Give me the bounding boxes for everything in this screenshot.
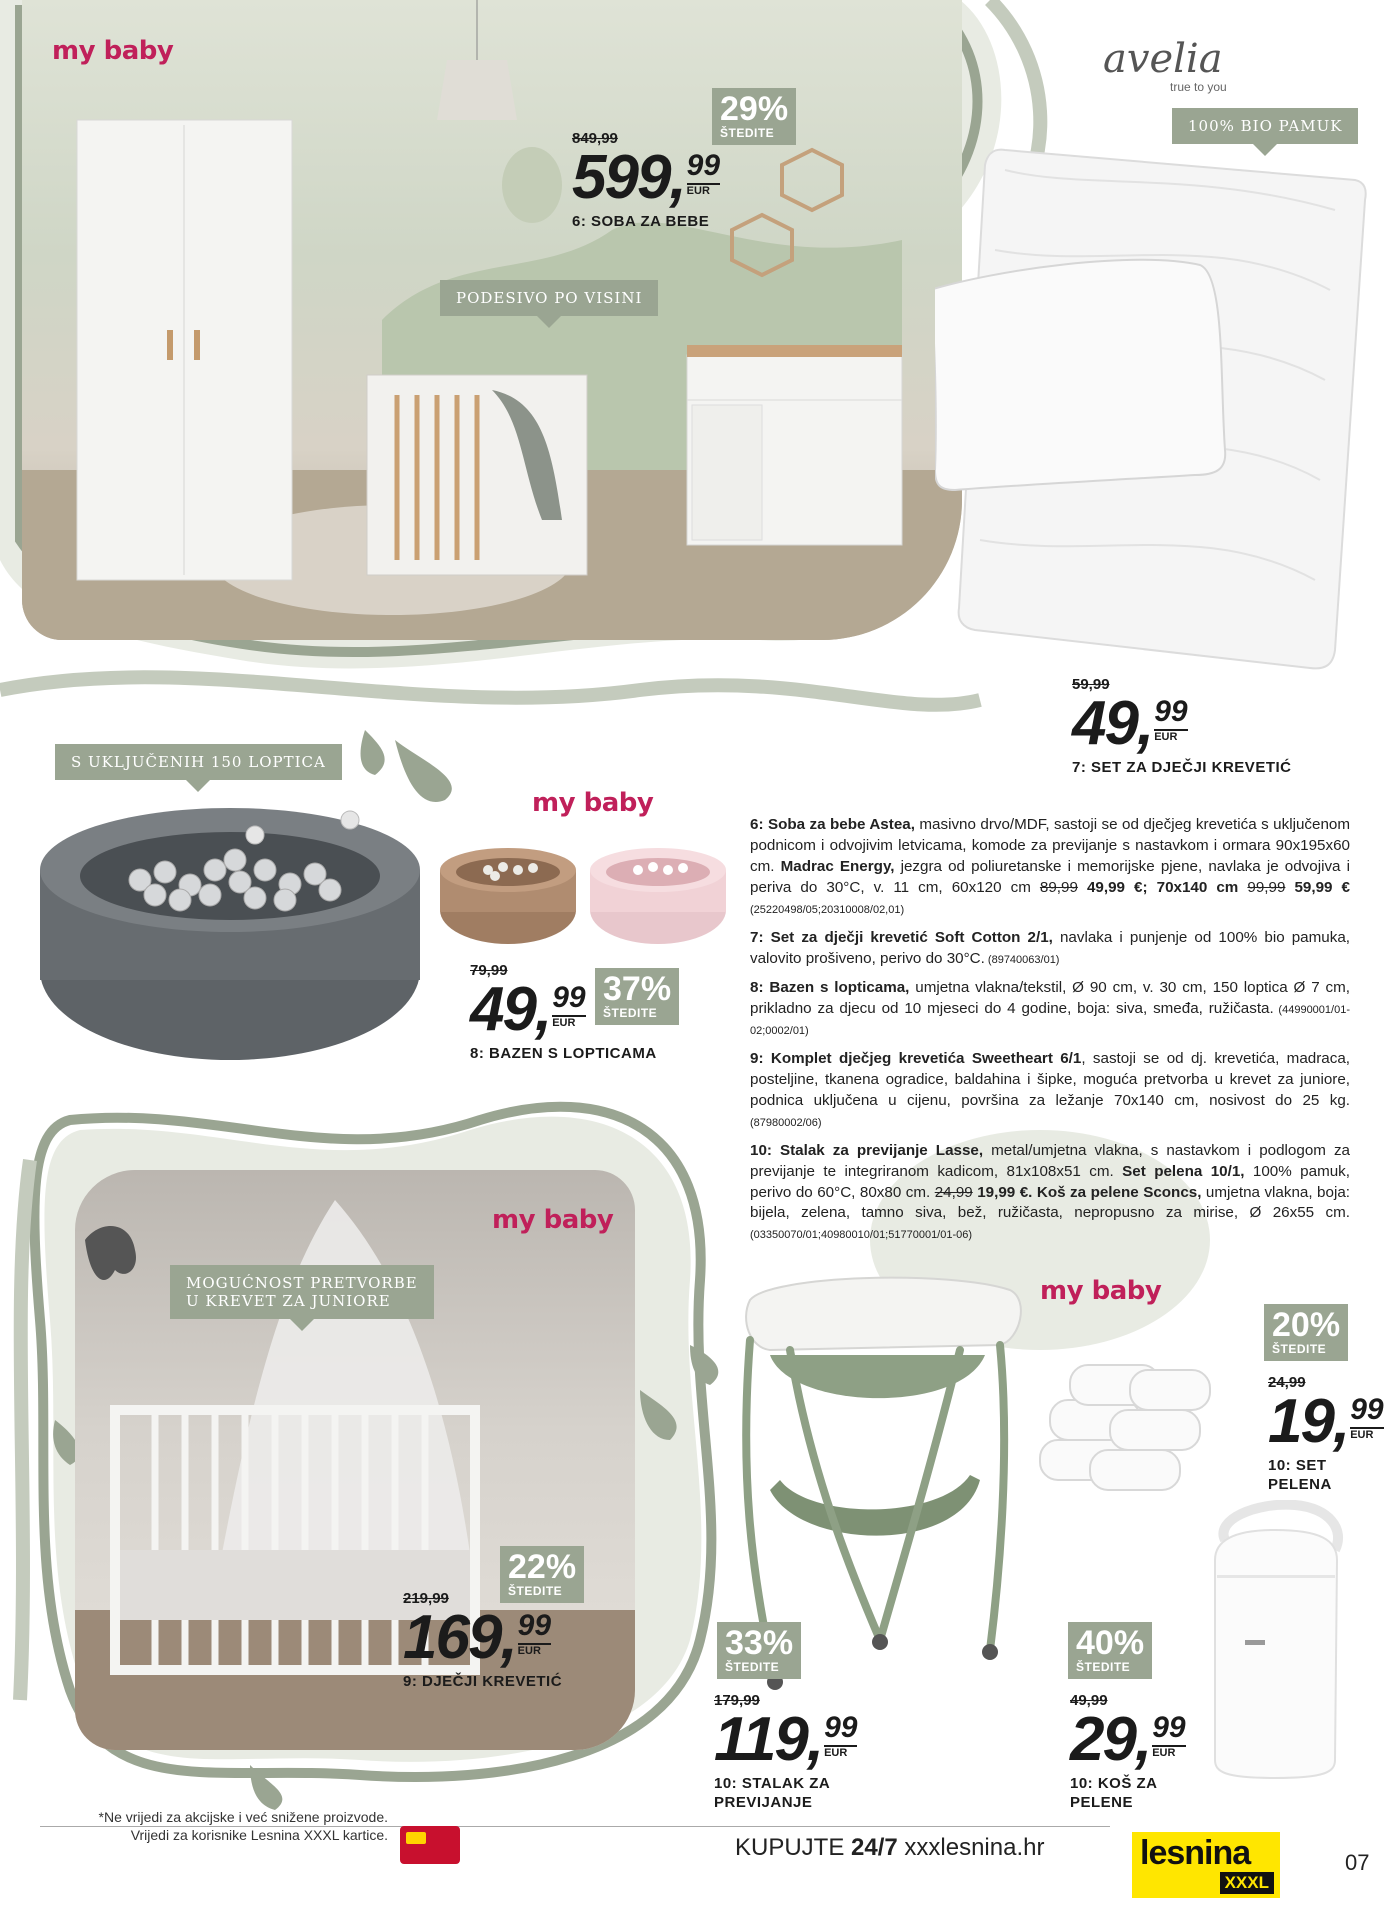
price-currency: EUR (1154, 729, 1187, 743)
product-caption: 9: DJEČJI KREVETIĆ (403, 1673, 563, 1690)
price-integer: 19, (1268, 1387, 1349, 1456)
price-cents: 99 (1350, 1393, 1384, 1426)
price-bin (1070, 1692, 1186, 1813)
discount-percent: 40% (1076, 1624, 1145, 1662)
new-price (470, 975, 657, 1044)
discount-label: ŠTEDITE (720, 126, 775, 140)
discount-percent: 29% (720, 90, 789, 128)
new-price (403, 1603, 562, 1672)
price-cents: 99 (824, 1711, 858, 1744)
discount-badge-nappies (1264, 1304, 1348, 1361)
callout-line-1: MOGUĆNOST PRETVORBE (186, 1274, 418, 1292)
description-8: 8: Bazen s lopticama, umjetna vlakna/tekstil, Ø 90 cm, v. 30 cm, 150 loptica Ø 7 cm, prikladno za djecu od 10 mjeseci do 4 godine, boja: siva, smeđa, ružičasta. (44990001/01-02;0002/01) (750, 978, 1350, 1037)
loyalty-card-icon (400, 1826, 460, 1864)
description-6: 6: Soba za bebe Astea, masivno drvo/MDF, sastoji se od dječjeg krevetića s uključenom podnicom i odvojivim letvicama, komode za previjanje s nastavkom i ormara 90x195x60 cm. Madrac Energy, jezgra od poliuretanske i memorijske pjene, navlaka je odvojiva i periva do 30°C, v. 11 cm, 60x120 cm 89,99 49,99 €; 70x140 cm 99,99 59,99 € (25220498/05;20310008/02,01) (750, 816, 1350, 916)
mybaby-logo: my baby (52, 36, 174, 66)
bedding-set-illustration (935, 130, 1375, 690)
description-7: 7: Set za dječji krevetić Soft Cotton 2/1, navlaka i punjenje od 100% bio pamuka, valovito prošiveno, perivo do 30°C. (89740063/01) (750, 928, 1350, 967)
avelia-tagline: true to you (1170, 80, 1227, 94)
new-price (1072, 689, 1291, 758)
discount-percent: 37% (603, 970, 672, 1008)
ball-pit-illustration (20, 800, 440, 1070)
price-changer (714, 1692, 857, 1813)
old-price: 59,99 (1072, 676, 1110, 693)
discount-label: ŠTEDITE (1076, 1660, 1131, 1674)
discount-label: ŠTEDITE (508, 1584, 563, 1598)
old-price: 79,99 (470, 962, 508, 979)
price-cents: 99 (552, 981, 586, 1014)
new-price (1268, 1387, 1384, 1456)
discount-label: ŠTEDITE (1272, 1342, 1327, 1356)
disclaimer-line-2: Vrijedi za korisnike Lesnina XXXL kartice. (130, 1827, 388, 1844)
price-integer: 29, (1070, 1705, 1151, 1774)
price-integer: 49, (470, 975, 551, 1044)
price-crib (403, 1590, 562, 1692)
price-nappies (1268, 1374, 1384, 1495)
callout-convertible (170, 1265, 434, 1319)
product-caption-line-2: PELENA (1268, 1475, 1332, 1493)
product-caption-line-2: PELENE (1070, 1793, 1134, 1811)
old-price: 179,99 (714, 1692, 760, 1709)
new-price (714, 1705, 858, 1774)
price-currency: EUR (518, 1643, 551, 1657)
price-room (572, 130, 720, 232)
price-integer: 119, (714, 1705, 823, 1774)
price-currency: EUR (824, 1745, 857, 1759)
lesnina-logo: lesnina XXXL (1132, 1832, 1280, 1898)
description-10: 10: Stalak za previjanje Lasse, metal/umjetna vlakna, s nastavkom i podlogom za previjanje te integriranom kadicom, 81x108x51 cm. Set pelena 10/1, 100% pamuk, perivo do 60°C, 80x80 cm. 24,99 19,99 €. Koš za pelene Sconcs, umjetna vlakna, boja: bijela, zelena, tamno siva, bež, ružičasta, nepropusno za mirise, Ø 26x55 cm. (03350070/01;40980010/01;51770001/01-06) (750, 1141, 1350, 1242)
price-ballpit (470, 962, 657, 1064)
price-bedset (1072, 676, 1291, 778)
callout-150-balls: S UKLJUČENIH 150 LOPTICA (55, 744, 342, 780)
bedding-set-photo (935, 130, 1375, 690)
ball-pit-color-variants (433, 840, 733, 950)
price-currency: EUR (1350, 1427, 1383, 1441)
price-currency: EUR (687, 183, 720, 197)
price-integer: 599, (572, 143, 685, 212)
price-cents: 99 (686, 149, 721, 182)
product-caption-line-1: 10: KOŠ ZA (1070, 1775, 1158, 1792)
callout-line-2: U KREVET ZA JUNIORE (186, 1292, 391, 1310)
old-price: 24,99 (1268, 1374, 1306, 1391)
discount-badge-room (712, 88, 796, 145)
old-price: 219,99 (403, 1590, 449, 1607)
price-currency: EUR (1152, 1745, 1185, 1759)
mybaby-logo: my baby (532, 788, 654, 818)
disclaimer-line-1: *Ne vrijedi za akcijske i već snižene proizvode. (98, 1809, 388, 1825)
mybaby-logo: my baby (492, 1205, 614, 1235)
discount-percent: 20% (1272, 1306, 1341, 1344)
discount-badge-bin (1068, 1622, 1152, 1679)
price-integer: 169, (403, 1603, 516, 1672)
footer-disclaimer (50, 1808, 388, 1844)
price-cents: 99 (1154, 695, 1188, 728)
price-cents: 99 (517, 1609, 552, 1642)
new-price (1070, 1705, 1186, 1774)
product-caption-line-2: PREVIJANJE (714, 1793, 813, 1811)
product-caption: 6: SOBA ZA BEBE (572, 213, 710, 230)
discount-badge-changer (717, 1622, 801, 1679)
new-price (572, 143, 721, 212)
price-integer: 49, (1072, 689, 1153, 758)
description-9: 9: Komplet dječjeg krevetića Sweetheart 6/1, sastoji se od dj. krevetića, madraca, posteljine, tkanena ogradice, baldahina i šipke, moguća pretvorba u krevet za juniore, podnica uključena u cijenu, površina za ležanje 70x140 cm, nosivost do 25 kg. (87980002/06) (750, 1049, 1350, 1129)
discount-label: ŠTEDITE (603, 1006, 658, 1020)
nursery-room-illustration (22, 0, 962, 640)
price-currency: EUR (552, 1015, 585, 1029)
avelia-logo: avelia (1103, 36, 1223, 82)
discount-percent: 33% (725, 1624, 794, 1662)
nappy-set-illustration (1030, 1340, 1230, 1510)
mybaby-logo: my baby (1040, 1276, 1162, 1306)
page-number: 07 (1345, 1850, 1370, 1875)
callout-adjustable-height: PODESIVO PO VISINI (440, 280, 658, 316)
product-caption: 7: SET ZA DJEČJI KREVETIĆ (1072, 759, 1292, 776)
discount-label: ŠTEDITE (725, 1660, 780, 1674)
old-price: 49,99 (1070, 1692, 1108, 1709)
callout-bio-cotton: 100% BIO PAMUK (1172, 108, 1358, 144)
product-caption-line-1: 10: STALAK ZA (714, 1775, 831, 1792)
price-cents: 99 (1152, 1711, 1186, 1744)
product-descriptions (750, 815, 1350, 1253)
product-caption-line-1: 10: SET (1268, 1457, 1327, 1474)
product-caption: 8: BAZEN S LOPTICAMA (470, 1045, 657, 1062)
shop-online-link[interactable]: KUPUJTE 24/7 xxxlesnina.hr (735, 1834, 1045, 1861)
discount-percent: 22% (508, 1548, 577, 1586)
nursery-room-photo (22, 0, 962, 640)
old-price: 849,99 (572, 130, 618, 147)
diaper-bin-illustration (1195, 1500, 1355, 1780)
ball-pit-photo (20, 800, 440, 1070)
